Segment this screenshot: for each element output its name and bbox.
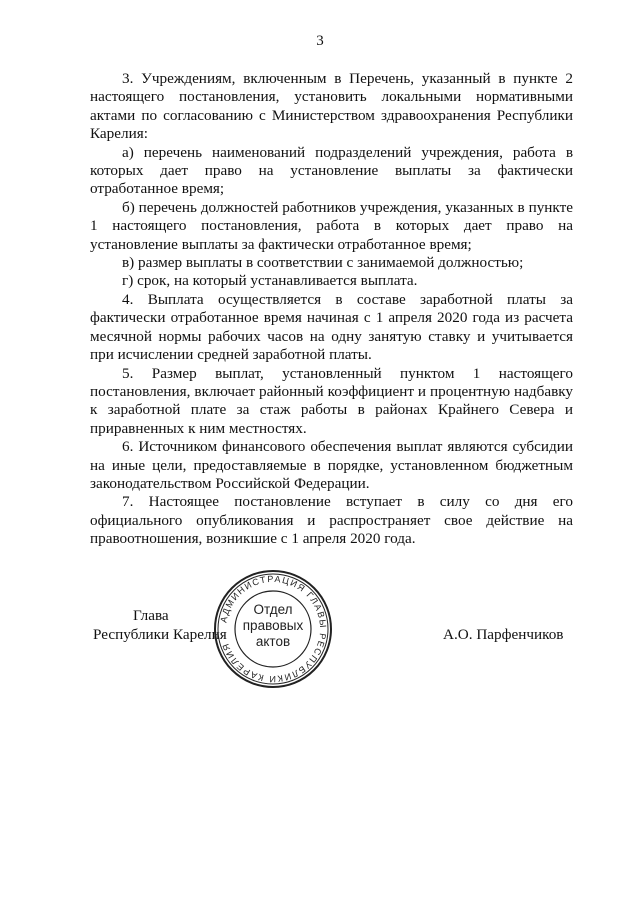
- signatory-title-line-1: Глава: [133, 607, 169, 624]
- paragraph-3: 3. Учреждениям, включенным в Перечень, указанный в пункте 2 настоящего постановления, установить локальными нормативными актами по согласованию с Министерством здравоохранения Республики Карелия:: [90, 70, 573, 143]
- signatory-name: А.О. Парфенчиков: [443, 626, 564, 643]
- paragraph-4: 4. Выплата осуществляется в составе заработной платы за фактически отработанное время начиная с 1 апреля 2020 года из расчета месячной нормы рабочих часов на одну занятую ставку и учитывается при исчислении средней заработной платы.: [90, 290, 573, 364]
- paragraph-3a: а) перечень наименований подразделений учреждения, работа в которых дает право на установление выплаты за фактически отработанное время;: [90, 143, 573, 198]
- paragraph-3g: г) срок, на который устанавливается выплата.: [122, 272, 418, 290]
- stamp-line-1: Отдел: [253, 602, 293, 617]
- stamp-line-3: актов: [255, 634, 291, 649]
- document-body: [90, 70, 573, 549]
- stamp-ring-text: АДМИНИСТРАЦИЯ ГЛАВЫ РЕСПУБЛИКИ КАРЕЛИЯ: [218, 573, 329, 685]
- paragraph-7: 7. Настоящее постановление вступает в силу со дня его официального опубликования и распространяет свое действие на правоотношения, возникшие с 1 апреля 2020 года.: [90, 493, 573, 548]
- signatory-title-line-2: Республики Карелия: [93, 626, 227, 643]
- paragraph-5: 5. Размер выплат, установленный пунктом 1 настоящего постановления, включает районный коэффициент и процентную надбавку к заработной плате за стаж работы в районах Крайнего Севера и приравненных к ним местностях.: [90, 364, 573, 437]
- paragraph-3v: в) размер выплаты в соответствии с занимаемой должностью;: [122, 254, 524, 272]
- stamp-line-2: правовых: [242, 618, 304, 633]
- paragraph-3b: б) перечень должностей работников учреждения, указанных в пункте 1 настоящего постановления, работа в которых дает право на установление выплаты за фактически отработанное время;: [90, 198, 573, 253]
- stamp-seal: [212, 568, 334, 690]
- page-number: 3: [316, 33, 324, 49]
- paragraph-6: 6. Источником финансового обеспечения выплат являются субсидии на иные цели, предоставляемые в порядке, установленном бюджетным законодательством Российской Федерации.: [90, 438, 573, 492]
